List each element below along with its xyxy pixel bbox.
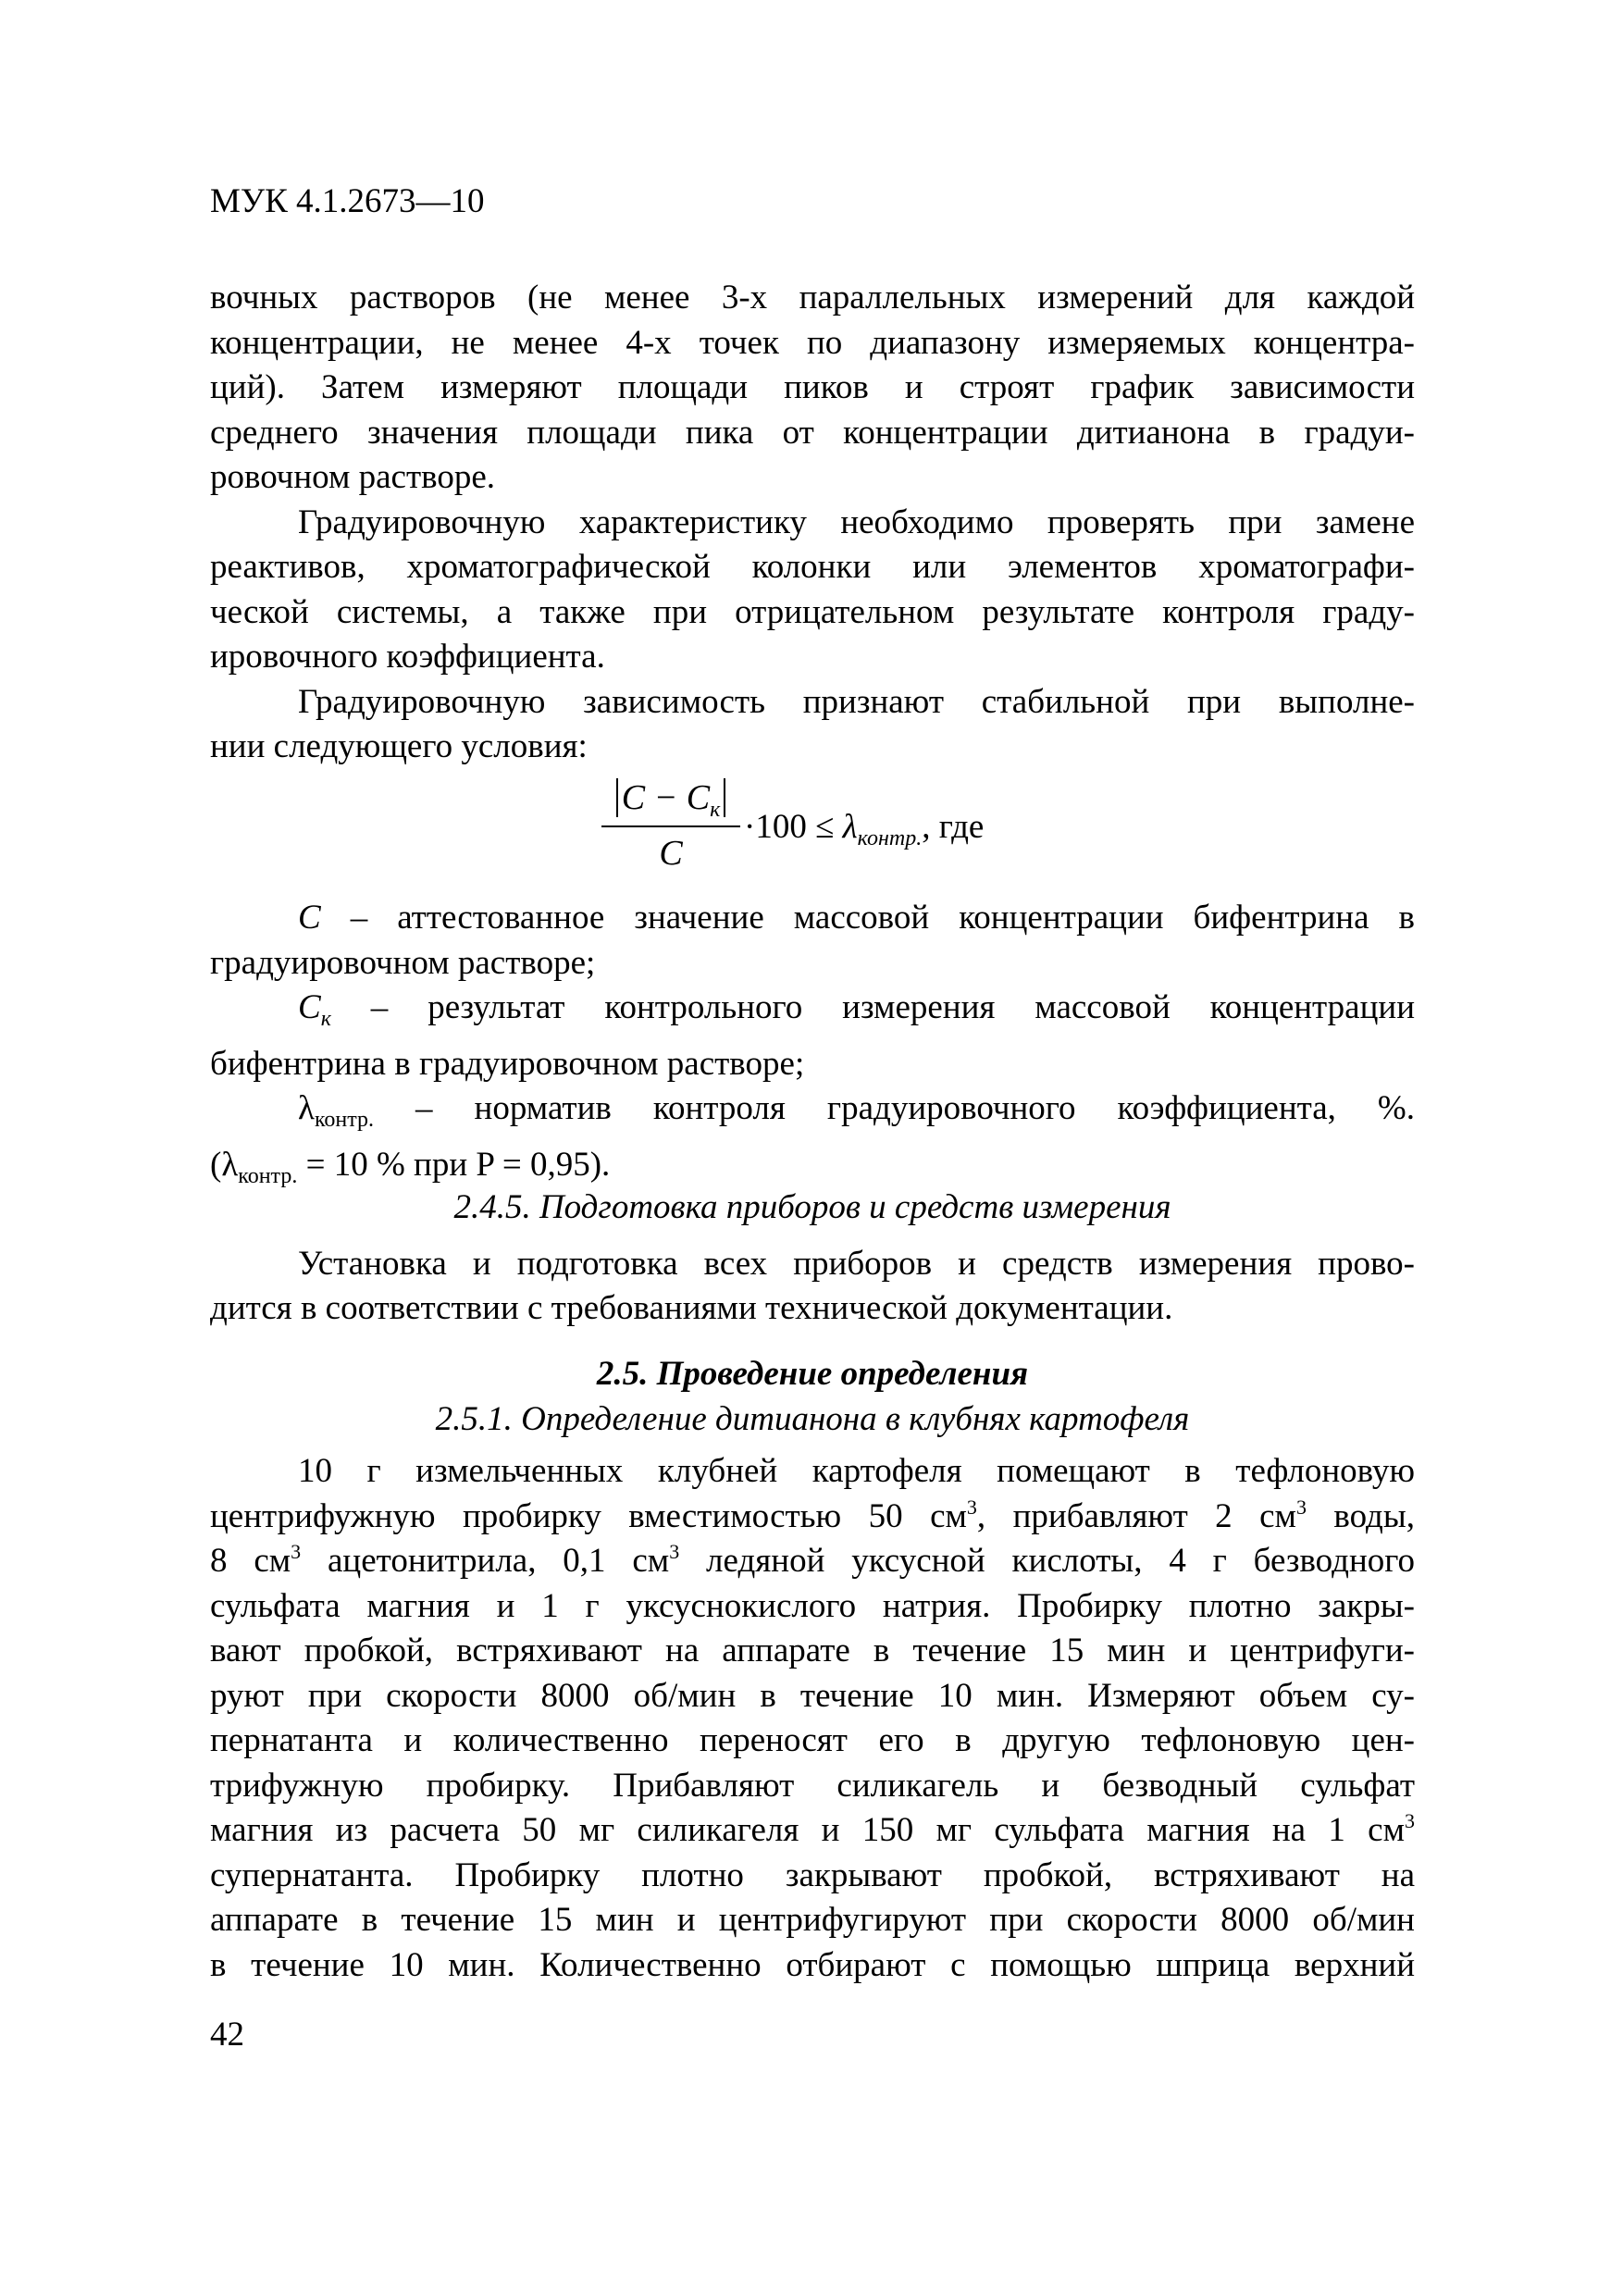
text-line: нии следующего условия: (210, 727, 588, 765)
formula-inequality: $\cdot 100 \le \lambda_{контр.}$, где (744, 808, 985, 850)
definition-lambda: $\lambda_{контр.}$ – норматив контроля градуировочного коэффициента, %. (298, 1089, 1415, 1132)
text-line: трифужную пробирку. Прибавляют силикагель и безводный сульфат (210, 1766, 1415, 1805)
text-line: руют при скорости 8000 об/мин в течение 10 мин. Измеряют объем су- (210, 1676, 1415, 1715)
formula-definitions (210, 896, 1415, 1198)
text-line: центрифужную пробирку вместимостью 50 $см^3$, прибавляют 2 $см^3$ воды, (210, 1495, 1415, 1535)
text-line: 10 г измельченных клубней картофеля помещают в тефлоновую (298, 1452, 1415, 1490)
text-line: ровочном растворе. (210, 458, 496, 496)
formula-fraction (601, 777, 740, 874)
page-number: 42 (210, 2016, 244, 2054)
definition-ck: $C_к$ – результат контрольного измерения массовой концентрации (298, 988, 1415, 1031)
text-line: вочных растворов (не менее 3-х параллельных измерений для каждой (210, 279, 1415, 316)
text-line: дится в соответствии с требованиями технической документации. (210, 1289, 1173, 1327)
subsection-title: 2.5.1. Определение дитианона в клубнях картофеля (435, 1399, 1190, 1438)
text-line: ировочного коэффициента. (210, 638, 605, 676)
text-line: ций). Затем измеряют площади пиков и строят график зависимости (210, 368, 1415, 406)
text-line: Градуировочную характеристику необходимо проверять при замене (298, 503, 1415, 541)
paragraph-calibration (210, 276, 1415, 770)
stability-formula (0, 777, 1623, 888)
formula-denominator: C (659, 834, 683, 873)
section-heading: 2.5. Проведение определения (596, 1355, 1029, 1393)
text-line: ческой системы, а также при отрицательном результате контроля граду- (210, 592, 1415, 631)
definition-c: C – аттестованное значение массовой концентрации бифентрина в (298, 899, 1415, 937)
section-2-5 (210, 1352, 1415, 1988)
text-line: в течение 10 мин. Количественно отбирают с помощью шприца верхний (210, 1945, 1415, 1984)
definition-lambda-value: ($\lambda_{контр.} = 10$ % при P = 0,95). (210, 1145, 611, 1188)
text-line: Установка и подготовка всех приборов и средств измерения прово- (298, 1244, 1415, 1283)
text-line: 8 $см^3$ ацетонитрила, 0,1 $см^3$ ледяной уксусной кислоты, 4 г безводного (210, 1540, 1415, 1580)
text-line: градуировочном растворе; (210, 943, 596, 982)
text-line: концентрации, не менее 4-х точек по диапазону измеряемых концентра- (210, 323, 1415, 362)
section-2-4-5 (210, 1185, 1415, 1332)
text-line: магния из расчета 50 мг силикагеля и 150 мг сульфата магния на 1 $см^3$ (210, 1809, 1415, 1849)
text-line: вают пробкой, встряхивают на аппарате в течение 15 мин и центрифуги- (210, 1632, 1415, 1669)
text-line: супернатанта. Пробирку плотно закрывают пробкой, встряхивают на (210, 1855, 1415, 1894)
text-line: Градуировочную зависимость признают стабильной при выполне- (298, 682, 1415, 721)
text-line: среднего значения площади пика от концентрации дитианона в градуи- (210, 413, 1415, 452)
text-line: аппарате в течение 15 мин и центрифугируют при скорости 8000 об/мин (210, 1901, 1415, 1939)
text-line: пернатанта и количественно переносят его в другую тефлоновую цен- (210, 1721, 1415, 1759)
formula-numerator: $C - C_к$ (601, 777, 740, 825)
text-line: сульфата магния и 1 г уксуснокислого натрия. Пробирку плотно закры- (210, 1586, 1415, 1625)
text-line: бифентрина в градуировочном растворе; (210, 1044, 805, 1083)
section-title: 2.4.5. Подготовка приборов и средств измерения (453, 1188, 1171, 1226)
document-header: МУК 4.1.2673—10 (210, 182, 485, 220)
text-line: реактивов, хроматографической колонки или элементов хроматографи- (210, 548, 1415, 586)
